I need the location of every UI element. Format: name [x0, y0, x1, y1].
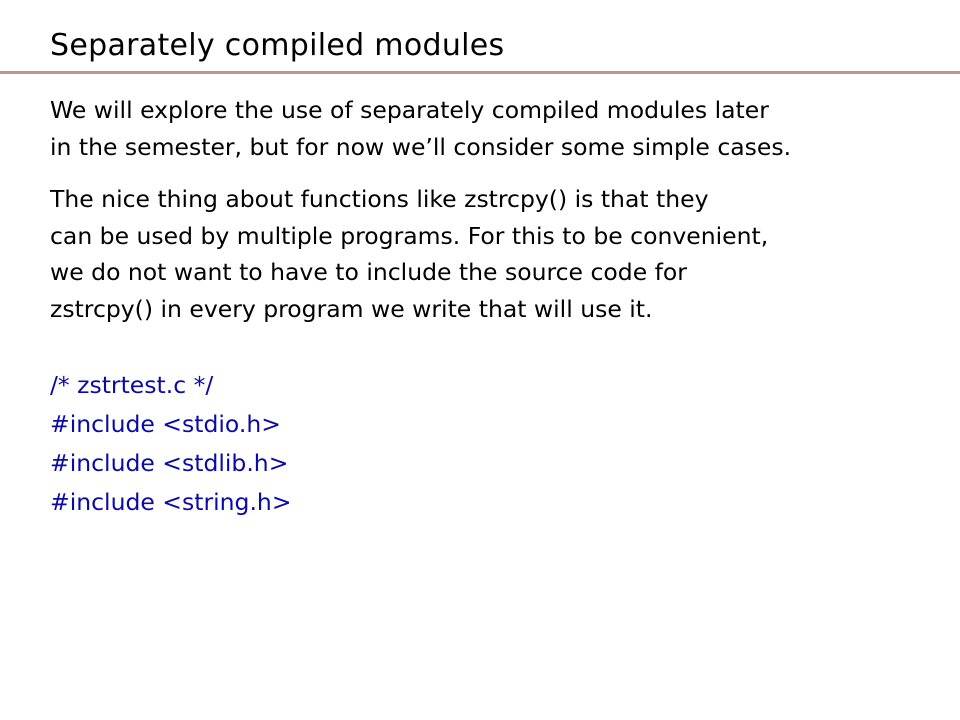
paragraph-line: can be used by multiple programs. For this to be convenient, [50, 221, 769, 250]
intro-paragraph [50, 92, 791, 165]
slide-title: Separately compiled modules [50, 28, 505, 63]
paragraph-line: we do not want to have to include the source code for [50, 258, 687, 286]
code-include-stdio: #include <stdio.h> [50, 410, 281, 438]
functions-paragraph [50, 181, 768, 327]
title-divider [0, 71, 960, 74]
code-listing [50, 366, 292, 522]
paragraph-line: The nice thing about functions like zstrcpy() is that they [50, 185, 709, 213]
code-include-stdlib: #include <stdlib.h> [50, 449, 289, 477]
code-comment-line: /* zstrtest.c */ [50, 371, 214, 399]
paragraph-line: zstrcpy() in every program we write that will use it. [50, 294, 653, 323]
paragraph-line: in the semester, but for now we’ll consider some simple cases. [50, 132, 792, 161]
paragraph-line: We will explore the use of separately compiled modules later [50, 96, 769, 124]
code-include-string: #include <string.h> [50, 488, 292, 516]
